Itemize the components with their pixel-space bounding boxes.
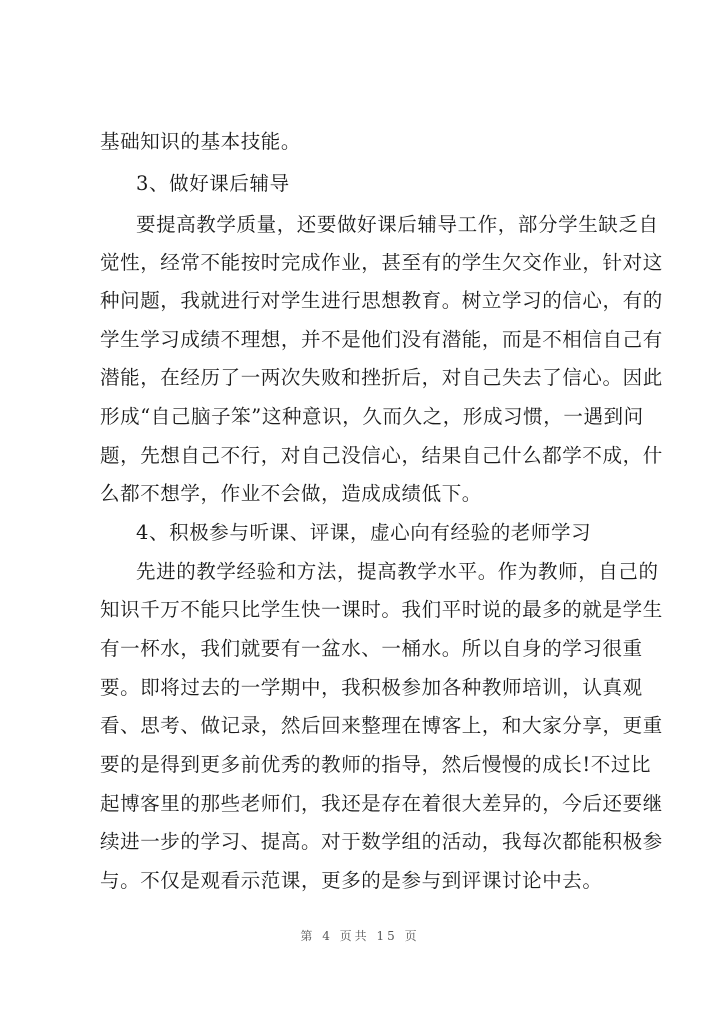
text-line: 有一杯水，我们就要有一盆水、一桶水。所以自身的学习很重: [100, 637, 643, 660]
text-line: 学生学习成绩不理想，并不是他们没有潜能，而是不相信自己有: [100, 328, 663, 351]
text-line: 觉性，经常不能按时完成作业，甚至有的学生欠交作业，针对这: [100, 251, 663, 274]
text-line: 要提高教学质量，还要做好课后辅导工作，部分学生缺乏自: [136, 213, 659, 236]
text-line: 种问题，我就进行对学生进行思想教育。树立学习的信心，有的: [100, 289, 663, 312]
text-line: 要的是得到更多前优秀的教师的指导，然后慢慢的成长!不过比: [100, 753, 652, 776]
text-line: 形成“自己脑子笨”这种意识，久而久之，形成习惯，一遇到问: [100, 405, 644, 428]
text-line: 续进一步的学习、提高。对于数学组的活动，我每次都能积极参: [100, 830, 663, 853]
page-number-footer: 第 4 页共 15 页: [300, 929, 420, 943]
text-line: 题，先想自己不行，对自己没信心，结果自己什么都学不成，什: [100, 444, 663, 467]
text-line: 要。即将过去的一学期中，我积极参加各种教师培训，认真观: [100, 676, 643, 699]
section-heading: 4、积极参与听课、评课，虚心向有经验的老师学习: [136, 521, 592, 544]
text-line: 基础知识的基本技能。: [100, 130, 302, 153]
section-heading: 3、做好课后辅导: [136, 172, 290, 195]
text-line: 看、思考、做记录，然后回来整理在博客上，和大家分享，更重: [100, 714, 663, 737]
text-line: 知识千万不能只比学生快一课时。我们平时说的最多的就是学生: [100, 598, 663, 621]
text-line: 先进的教学经验和方法，提高教学水平。作为教师，自己的: [136, 560, 659, 583]
text-line: 么都不想学，作业不会做，造成成绩低下。: [100, 482, 482, 505]
text-line: 起博客里的那些老师们，我还是存在着很大差异的，今后还要继: [100, 792, 663, 815]
text-line: 潜能，在经历了一两次失败和挫折后，对自己失去了信心。因此: [100, 366, 663, 389]
text-line: 与。不仅是观看示范课，更多的是参与到评课讨论中去。: [100, 869, 603, 892]
